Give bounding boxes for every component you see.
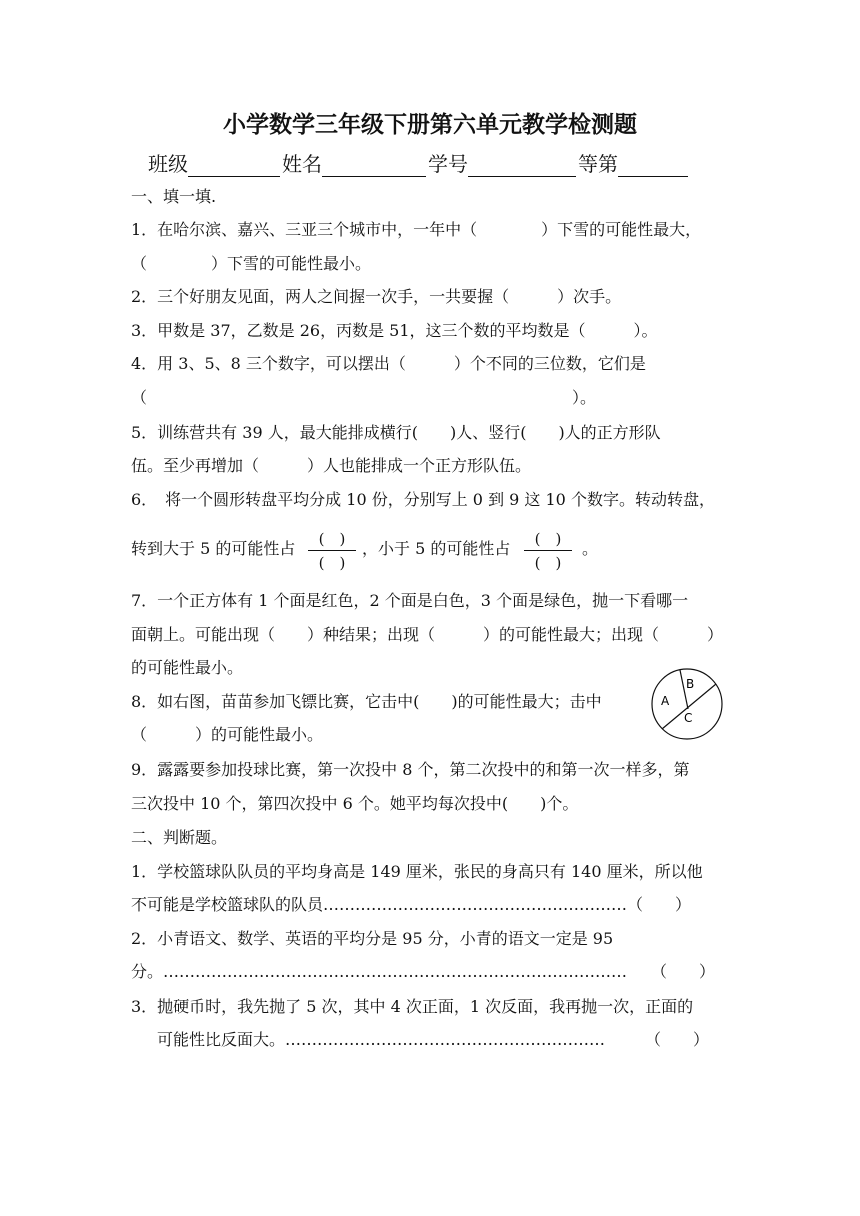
fraction-bar — [524, 550, 572, 551]
question-line: 不可能是学校篮球队的队员…………………………………………………（ ） — [131, 895, 692, 914]
question-line: 。 — [582, 539, 599, 558]
question-line: 5．训练营共有 39 人，最大能排成横行( )人、竖行( )人的正方形队 — [131, 423, 661, 442]
question-line: 4．用 3、5、8 三个数字，可以摆出（ ）个不同的三位数，它们是 — [131, 354, 646, 373]
fraction-bar — [308, 550, 356, 551]
question-line: 面朝上。可能出现（ ）种结果；出现（ ）的可能性最大；出现（ ） — [131, 625, 724, 644]
question-line: 1．学校篮球队队员的平均身高是 149 厘米，张民的身高只有 140 厘米，所以他 — [131, 862, 703, 881]
question-line: 2．三个好朋友见面，两人之间握一次手，一共要握（ ）次手。 — [131, 287, 622, 306]
question-line: 分。…………………………………………………………………………… （ ） — [131, 962, 716, 981]
class-blank[interactable] — [188, 158, 280, 177]
question-line: 转到大于 5 的可能性占 — [131, 539, 296, 558]
denominator-blank: ( ) — [534, 554, 562, 572]
section-heading-judge: 二、判断题。 — [131, 828, 228, 847]
page-title: 小学数学三年级下册第六单元教学检测题 — [223, 112, 637, 138]
numerator-blank: ( ) — [318, 530, 346, 548]
section-heading-fill: 一、填一填. — [131, 187, 217, 206]
id-blank[interactable] — [468, 158, 576, 177]
question-line: 三次投中 10 个，第四次投中 6 个。她平均每次投中( )个。 — [131, 794, 579, 813]
question-line: （ ）下雪的可能性最小。 — [131, 254, 372, 273]
question-line: 1．在哈尔滨、嘉兴、三亚三个城市中，一年中（ ）下雪的可能性最大， — [131, 220, 702, 239]
question-line: 3．抛硬币时，我先抛了 5 次，其中 4 次正面，1 次反面，我再抛一次，正面的 — [131, 997, 694, 1016]
question-line: 8．如右图，苗苗参加飞镖比赛，它击中( )的可能性最大；击中 — [131, 692, 602, 711]
dartboard-figure — [650, 667, 724, 741]
numerator-blank: ( ) — [534, 530, 562, 548]
question-line: 伍。至少再增加（ ）人也能排成一个正方形队伍。 — [131, 456, 532, 475]
name-blank[interactable] — [322, 158, 426, 177]
region-c-label: C — [684, 711, 693, 725]
grade-blank[interactable] — [618, 158, 688, 177]
question-line: 7．一个正方体有 1 个面是红色，2 个面是白色，3 个面是绿色，抛一下看哪一 — [131, 591, 689, 610]
question-line: 2．小青语文、数学、英语的平均分是 95 分，小青的语文一定是 95 — [131, 929, 614, 948]
student-info-row — [148, 148, 690, 177]
name-label: 姓名 — [282, 152, 322, 176]
fraction-blank[interactable] — [524, 528, 572, 573]
question-line: （ — [131, 388, 148, 407]
question-line: （ ）的可能性最小。 — [131, 725, 324, 744]
question-line: 的可能性最小。 — [131, 658, 244, 677]
question-line: ）。 — [572, 388, 597, 407]
class-label: 班级 — [148, 152, 188, 176]
id-label: 学号 — [428, 152, 468, 176]
grade-label: 等第 — [578, 152, 618, 176]
region-a-label: A — [661, 694, 670, 708]
region-b-label: B — [686, 677, 695, 691]
question-line: 3．甲数是 37，乙数是 26，丙数是 51，这三个数的平均数是（ ）。 — [131, 321, 658, 340]
question-line: 可能性比反面大。…………………………………………………… （ ） — [157, 1030, 710, 1049]
question-line: 6． 将一个圆形转盘平均分成 10 份，分别写上 0 到 9 这 10 个数字。转动转盘， — [131, 490, 715, 509]
question-line: ，小于 5 的可能性占 — [362, 539, 511, 558]
fraction-blank[interactable] — [308, 528, 356, 573]
denominator-blank: ( ) — [318, 554, 346, 572]
question-line: 9．露露要参加投球比赛，第一次投中 8 个，第二次投中的和第一次一样多，第 — [131, 760, 690, 779]
